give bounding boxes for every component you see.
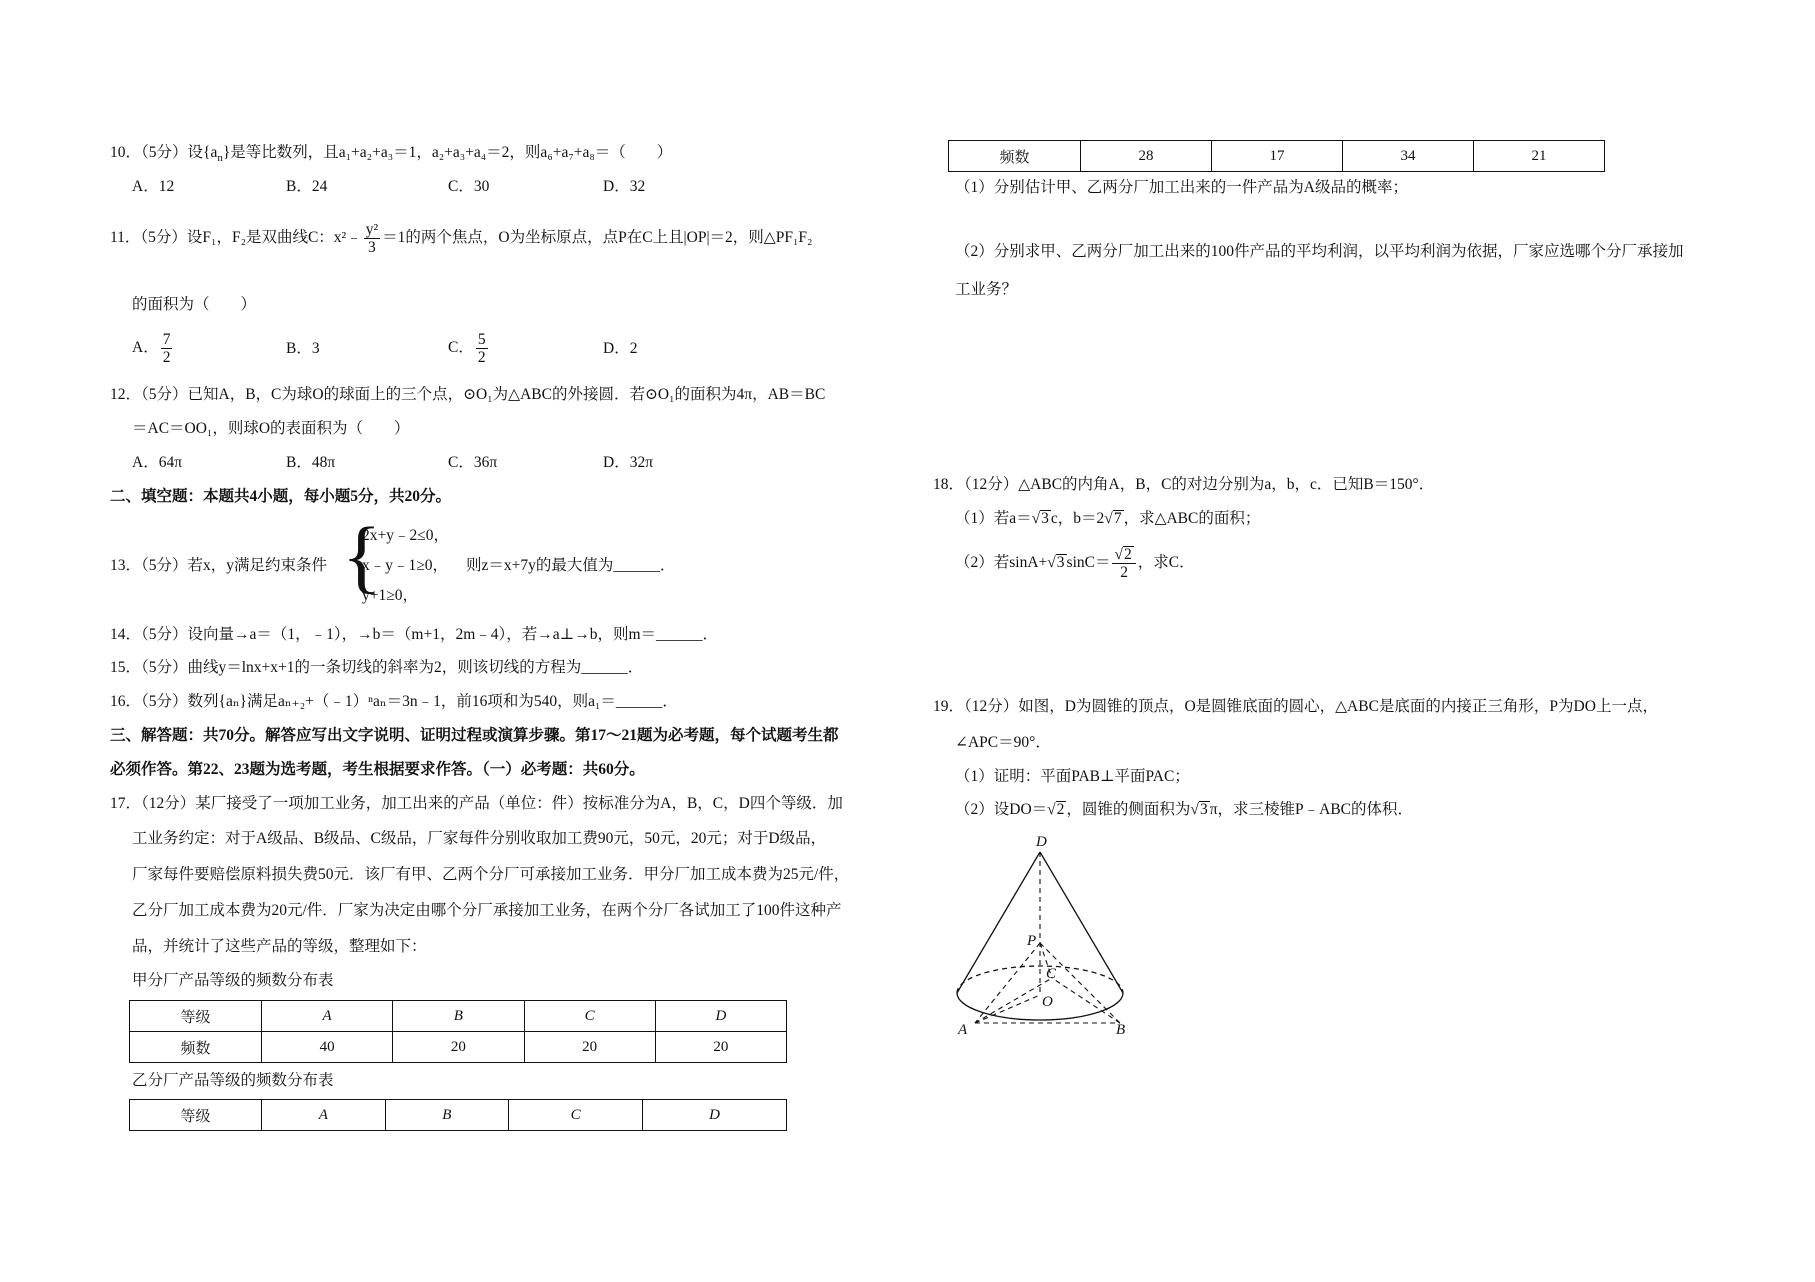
label-P: P bbox=[1027, 933, 1037, 949]
table2-title: 乙分厂产品等级的频数分布表 bbox=[132, 1072, 334, 1089]
table-cell: A bbox=[262, 1100, 386, 1131]
table-cell: C bbox=[524, 1001, 655, 1032]
table-cell: D bbox=[643, 1100, 787, 1131]
q17-line5: 品，并统计了这些产品的等级，整理如下： bbox=[132, 938, 427, 955]
q11-option-d: D．2 bbox=[603, 340, 638, 357]
table-cell: C bbox=[509, 1100, 643, 1131]
q17-line1: 17．（12分）某厂接受了一项加工业务，加工出来的产品（单位：件）按标准分为A，B，C，D四个等级．加 bbox=[110, 795, 843, 812]
table-cell: 频数 bbox=[949, 141, 1081, 172]
cone-edge-left bbox=[957, 852, 1040, 993]
q16-stem: 16．（5分）数列{aₙ}满足aₙ₊₂+（﹣1）ⁿaₙ＝3n﹣1，前16项和为540，则a₁＝______． bbox=[110, 693, 678, 710]
table-cell: 28 bbox=[1081, 141, 1212, 172]
section3-line2: 必须作答。第22、23题为选考题，考生根据要求作答。（一）必考题：共60分。 bbox=[110, 761, 645, 778]
q10-option-d: D．32 bbox=[603, 178, 646, 195]
q13-constraint-3: y+1≥0， bbox=[362, 587, 418, 604]
q19-sub2: （2）设DO＝√2 ，圆锥的侧面积为√3 π，求三棱锥P﹣ABC的体积． bbox=[955, 801, 1414, 818]
label-B: B bbox=[1116, 1022, 1126, 1038]
q12-option-b: B．48π bbox=[286, 454, 336, 471]
q17-sub2-line1: （2）分别求甲、乙两分厂加工出来的100件产品的平均利润，以平均利润为依据，厂家应选哪个分厂承接加 bbox=[955, 243, 1684, 260]
q10-option-a: A．12 bbox=[132, 178, 175, 195]
table-cell: 40 bbox=[262, 1032, 393, 1063]
q17-line3: 厂家每件要赔偿原料损失费50元．该厂有甲、乙两个分厂可承接加工业务．甲分厂加工成本费为25元/件， bbox=[132, 866, 850, 883]
q17-sub1: （1）分别估计甲、乙两分厂加工出来的一件产品为A级品的概率； bbox=[955, 179, 1408, 196]
q10-option-b: B．24 bbox=[286, 178, 328, 195]
table-cell: D bbox=[655, 1001, 786, 1032]
q13-stem: 13．（5分）若x，y满足约束条件 bbox=[110, 557, 328, 574]
table-row bbox=[130, 1001, 787, 1032]
table-jia bbox=[129, 1000, 787, 1063]
section3-line1: 三、解答题：共70分。解答应写出文字说明、证明过程或演算步骤。第17～21题为必考题，每个试题考生都 bbox=[110, 727, 839, 744]
table-cell: 等级 bbox=[130, 1100, 262, 1131]
label-C: C bbox=[1046, 966, 1057, 982]
q12-option-d: D．32π bbox=[603, 454, 654, 471]
label-O: O bbox=[1042, 994, 1053, 1010]
q10-option-c: C．30 bbox=[448, 178, 490, 195]
q12-option-c: C．36π bbox=[448, 454, 498, 471]
q11-option-b: B．3 bbox=[286, 340, 320, 357]
table-cell: B bbox=[393, 1001, 524, 1032]
seg-AO bbox=[975, 995, 1040, 1023]
q11-stem: 11．（5分）设F₁，F₂是双曲线C：x²﹣ $\frac{\text{y²}}{3}$ ＝1的两个焦点，O为坐标原点，点P在C上且|OP|＝2，则△PF₁F₂ bbox=[110, 220, 813, 256]
table-row bbox=[130, 1100, 787, 1131]
q13-tail: 则z＝x+7y的最大值为______． bbox=[466, 557, 676, 574]
table-cell: 34 bbox=[1343, 141, 1474, 172]
q17-line4: 乙分厂加工成本费为20元/件．厂家为决定由哪个分厂承接加工业务，在两个分厂各试加工了100件这种产 bbox=[132, 902, 842, 919]
table-cell: 20 bbox=[655, 1032, 786, 1063]
edge-PA bbox=[975, 943, 1040, 1023]
q11-line2: 的面积为（ ） bbox=[132, 296, 257, 313]
q14-stem: 14．（5分）设向量→a＝（1，﹣1），→b＝（m+1，2m﹣4），若→a⊥→b，则m＝______． bbox=[110, 626, 719, 643]
q17-line2: 工业务约定：对于A级品、B级品、C级品，厂家每件分别收取加工费90元，50元，20元；对于D级品， bbox=[132, 830, 827, 847]
table-row bbox=[949, 141, 1605, 172]
table1-title: 甲分厂产品等级的频数分布表 bbox=[132, 972, 334, 989]
table-cell: 频数 bbox=[130, 1032, 262, 1063]
q18-sub1: （1）若a＝√3 c，b＝2√7 ，求△ABC的面积； bbox=[955, 510, 1261, 527]
table-cell: B bbox=[385, 1100, 509, 1131]
table-yi-header bbox=[129, 1099, 787, 1131]
label-D: D bbox=[1036, 834, 1047, 850]
table-cell: 20 bbox=[524, 1032, 655, 1063]
table-cell: 21 bbox=[1474, 141, 1605, 172]
q13-brace: { bbox=[342, 510, 382, 601]
q10-stem: 10．（5分）设$\{a_n\}$是等比数列，且a₁+a₂+a₃＝1，a₂+a₃+a₄＝2，则a₆+a₇+a₈＝（ ） bbox=[110, 144, 673, 165]
q11-option-c: C． $\frac{5}{2}$ bbox=[448, 330, 486, 366]
q17-sub2-line2: 工业务？ bbox=[955, 281, 1018, 298]
edge-AC bbox=[975, 978, 1052, 1023]
q18-sub2: （2）若sinA+√3 sinC＝ $\frac{√2}{2}$ ，求C． bbox=[955, 545, 1195, 581]
table-cell: 20 bbox=[393, 1032, 524, 1063]
table-cell: 17 bbox=[1212, 141, 1343, 172]
q12-option-a: A．64π bbox=[132, 454, 183, 471]
label-A: A bbox=[958, 1022, 968, 1038]
q15-stem: 15．（5分）曲线y＝lnx+x+1的一条切线的斜率为2，则该切线的方程为______． bbox=[110, 659, 644, 676]
q12-line1: 12．（5分）已知A，B，C为球O的球面上的三个点，⊙O₁为△ABC的外接圆．若⊙O₁的面积为4π，AB＝BC bbox=[110, 386, 826, 403]
edge-PB bbox=[1040, 943, 1120, 1023]
q11-option-a: A． $\frac{7}{2}$ bbox=[132, 330, 171, 366]
base-front-arc bbox=[957, 993, 1123, 1020]
table-row bbox=[130, 1032, 787, 1063]
q13-constraint-1: 2x+y﹣2≤0， bbox=[362, 527, 449, 544]
q18-line1: 18．（12分）△ABC的内角A，B，C的对边分别为a，b，c．已知B＝150°． bbox=[933, 476, 1435, 493]
table-cell: 等级 bbox=[130, 1001, 262, 1032]
table-cell: A bbox=[262, 1001, 393, 1032]
q13-constraint-2: x﹣y﹣1≥0， bbox=[362, 557, 449, 574]
q19-line2: ∠APC＝90°． bbox=[955, 734, 1051, 751]
edge-BC bbox=[1052, 978, 1120, 1023]
q12-line2: ＝AC＝OO₁，则球O的表面积为（ ） bbox=[132, 420, 410, 437]
q19-line1: 19．（12分）如图，D为圆锥的顶点，O是圆锥底面的圆心，△ABC是底面的内接正三角形，P为DO上一点， bbox=[933, 698, 1658, 715]
section2-heading: 二、填空题：本题共4小题，每小题5分，共20分。 bbox=[110, 488, 452, 505]
q19-sub1: （1）证明：平面PAB⊥平面PAC； bbox=[955, 768, 1190, 785]
table-yi-row bbox=[948, 140, 1605, 172]
cone-figure bbox=[950, 830, 1150, 1040]
